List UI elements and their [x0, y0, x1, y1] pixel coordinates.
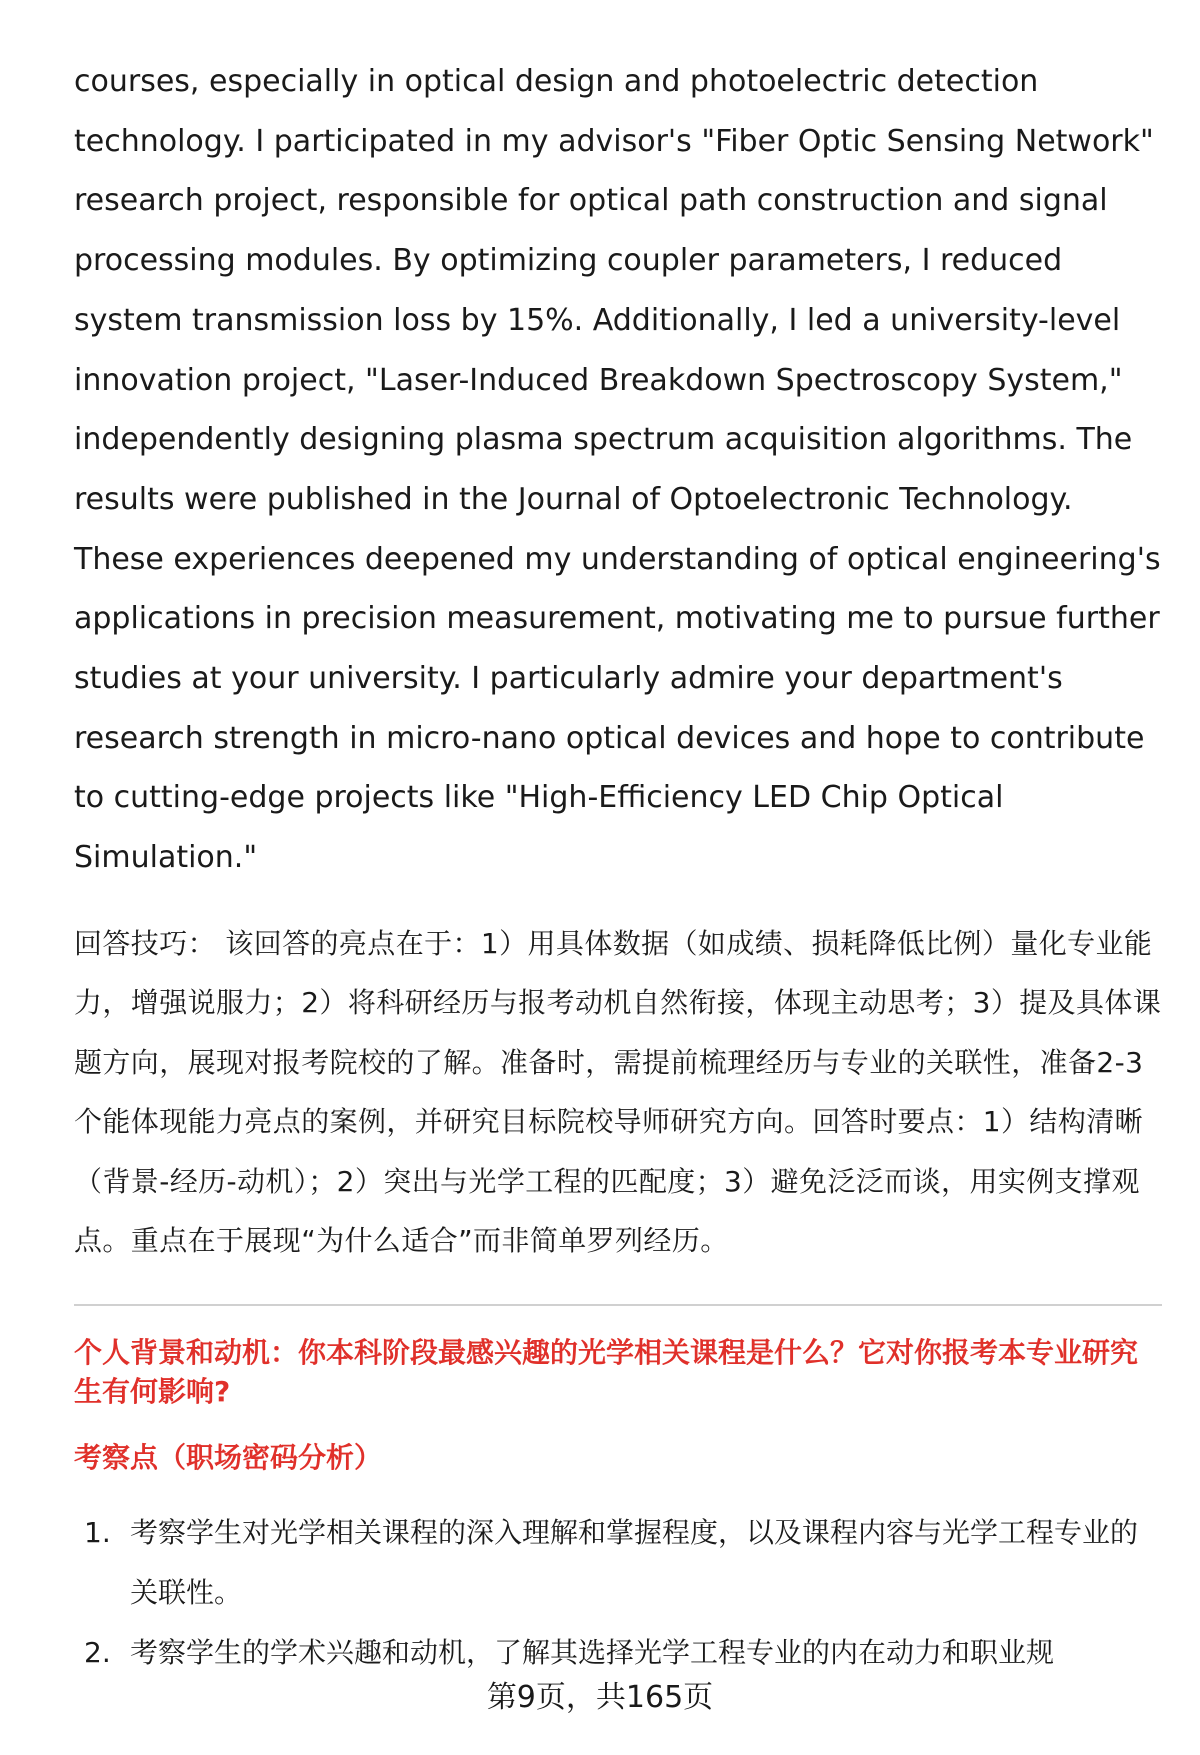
exam-point-text: 考察学生的学术兴趣和动机，了解其选择光学工程专业的内在动力和职业规	[130, 1635, 1055, 1669]
exam-point-number: 1.	[84, 1515, 111, 1549]
exam-points-heading: 考察点（职场密码分析）	[74, 1440, 383, 1474]
document-page	[74, 52, 1162, 1683]
exam-point-number: 2.	[84, 1635, 111, 1669]
exam-points-list	[74, 1503, 1162, 1683]
section-divider	[74, 1304, 1162, 1306]
exam-point-text: 考察学生对光学相关课程的深入理解和掌握程度，以及课程内容与光学工程专业的关联性。	[130, 1515, 1139, 1609]
question-heading: 个人背景和动机：你本科阶段最感兴趣的光学相关课程是什么？它对你报考本专业研究生有何影响?	[74, 1335, 1139, 1408]
answer-tips-paragraph: 回答技巧： 该回答的亮点在于：1）用具体数据（如成绩、损耗降低比例）量化专业能力，增强说服力；2）将科研经历与报考动机自然衔接，体现主动思考；3）提及具体课题方向，展现对报考院校的了解。准备时，需提前梳理经历与专业的关联性，准备2-3个能体现能力亮点的案例，并研究目标院校导师研究方向。回答时要点：1）结构清晰（背景-经历-动机）；2）突出与光学工程的匹配度；3）避免泛泛而谈，用实例支撑观点。重点在于展现“为什么适合”而非简单罗列经历。	[74, 926, 1162, 1258]
answer-paragraph: courses, especially in optical design and photoelectric detection technology. I participated in my advisor's "Fiber Optic Sensing Network" research project, responsible for optical path construction and signal processing modules. By optimizing coupler parameters, I reduced system transmission loss by 15%. Additionally, I led a university-level innovation project, "Laser-Induced Breakdown Spectroscopy System," independently designing plasma spectrum acquisition algorithms. The results were published in the Journal of Optoelectronic Technology. These experiences deepened my understanding of optical engineering's applications in precision measurement, motivating me to pursue further studies at your university. I particularly admire your department's research strength in micro-nano optical devices and hope to contribute to cutting-edge projects like "High-Efficiency LED Chip Optical Simulation."	[74, 64, 1161, 876]
page-footer: 第9页，共165页	[486, 1680, 714, 1715]
exam-point-item	[74, 1503, 1162, 1623]
exam-point-item	[74, 1623, 1162, 1683]
